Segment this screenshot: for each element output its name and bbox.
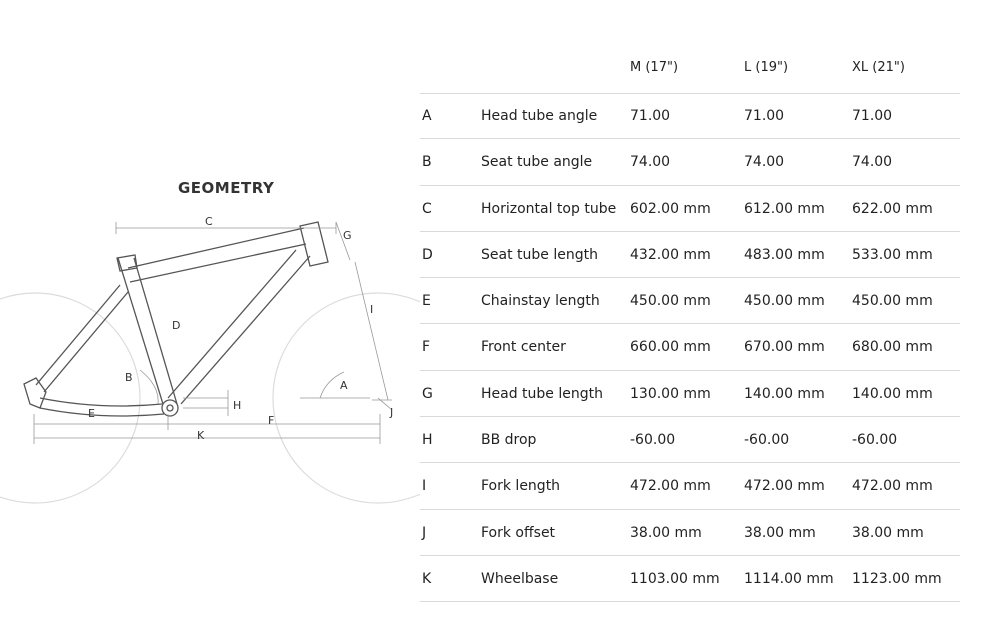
- label-d: D: [172, 319, 181, 332]
- table-row: [420, 556, 960, 602]
- label-a: A: [340, 379, 348, 392]
- value-m: 1103.00 mm: [630, 570, 720, 587]
- value-l: 612.00 mm: [744, 200, 825, 217]
- label-f: F: [268, 414, 275, 427]
- row-letter: G: [422, 385, 433, 402]
- value-xl: 680.00 mm: [852, 339, 933, 356]
- value-xl: 472.00 mm: [852, 478, 933, 495]
- value-m: 71.00: [630, 108, 671, 124]
- label-b: B: [125, 371, 133, 384]
- row-letter: D: [422, 246, 433, 263]
- table-row: [420, 93, 960, 139]
- row-letter: I: [422, 478, 427, 495]
- value-xl: 533.00 mm: [852, 246, 933, 263]
- label-j: J: [390, 406, 394, 419]
- label-c: C: [205, 215, 213, 228]
- value-l: -60.00: [744, 432, 790, 449]
- row-letter: K: [422, 570, 432, 587]
- bike-frame-drawing: [0, 0, 420, 625]
- value-xl: 38.00 mm: [852, 524, 924, 541]
- table-row: [420, 371, 960, 417]
- row-label: Head tube length: [481, 385, 603, 402]
- row-letter: H: [422, 432, 433, 449]
- row-label: Horizontal top tube: [481, 200, 617, 217]
- value-l: 670.00 mm: [744, 339, 825, 356]
- value-m: 38.00 mm: [630, 524, 702, 541]
- value-l: 1114.00 mm: [744, 570, 834, 587]
- value-m: -60.00: [630, 432, 676, 449]
- label-h: H: [233, 399, 242, 412]
- value-l: 38.00 mm: [744, 524, 816, 541]
- label-k: K: [197, 429, 205, 442]
- value-xl: 450.00 mm: [852, 293, 933, 310]
- value-l: 74.00: [744, 154, 785, 171]
- table-row: [420, 139, 960, 185]
- geometry-diagram: [0, 0, 420, 625]
- value-xl: 1123.00 mm: [852, 570, 942, 587]
- value-l: 450.00 mm: [744, 293, 825, 310]
- diagram-title: GEOMETRY: [178, 179, 275, 197]
- table-row: [420, 186, 960, 232]
- value-l: 472.00 mm: [744, 478, 825, 495]
- value-m: 472.00 mm: [630, 478, 711, 495]
- value-m: 450.00 mm: [630, 293, 711, 310]
- label-i: I: [370, 303, 374, 316]
- value-m: 660.00 mm: [630, 339, 711, 356]
- value-xl: 140.00 mm: [852, 385, 933, 402]
- value-l: 140.00 mm: [744, 385, 825, 402]
- column-header-m: M (17"): [630, 60, 679, 75]
- table-row: [420, 278, 960, 324]
- value-xl: 74.00: [852, 154, 893, 171]
- row-letter: C: [422, 200, 432, 217]
- value-m: 74.00: [630, 154, 671, 171]
- row-label: Head tube angle: [481, 108, 598, 124]
- row-letter: F: [422, 339, 431, 356]
- value-l: 483.00 mm: [744, 246, 825, 263]
- row-label: Chainstay length: [481, 293, 600, 310]
- table-row: [420, 510, 960, 556]
- row-label: BB drop: [481, 432, 537, 449]
- row-letter: J: [422, 524, 427, 541]
- row-label: Seat tube length: [481, 246, 598, 263]
- row-letter: B: [422, 154, 432, 171]
- value-m: 602.00 mm: [630, 200, 711, 217]
- value-m: 432.00 mm: [630, 246, 711, 263]
- row-label: Fork offset: [481, 524, 556, 541]
- row-letter: E: [422, 293, 431, 310]
- row-label: Fork length: [481, 478, 561, 495]
- geometry-table: [420, 93, 960, 602]
- value-xl: -60.00: [852, 432, 898, 449]
- column-header-xl: XL (21"): [852, 60, 905, 75]
- value-m: 130.00 mm: [630, 385, 711, 402]
- column-header-l: L (19"): [744, 60, 789, 75]
- row-letter: A: [422, 108, 432, 124]
- row-label: Wheelbase: [481, 570, 559, 587]
- row-label: Seat tube angle: [481, 154, 593, 171]
- label-g: G: [343, 229, 352, 242]
- table-row: [420, 232, 960, 278]
- value-xl: 71.00: [852, 108, 893, 124]
- label-e: E: [88, 407, 95, 420]
- table-row: [420, 417, 960, 463]
- value-l: 71.00: [744, 108, 785, 124]
- table-row: [420, 463, 960, 509]
- row-label: Front center: [481, 339, 566, 356]
- rear-wheel: [0, 293, 140, 503]
- table-row: [420, 324, 960, 370]
- value-xl: 622.00 mm: [852, 200, 933, 217]
